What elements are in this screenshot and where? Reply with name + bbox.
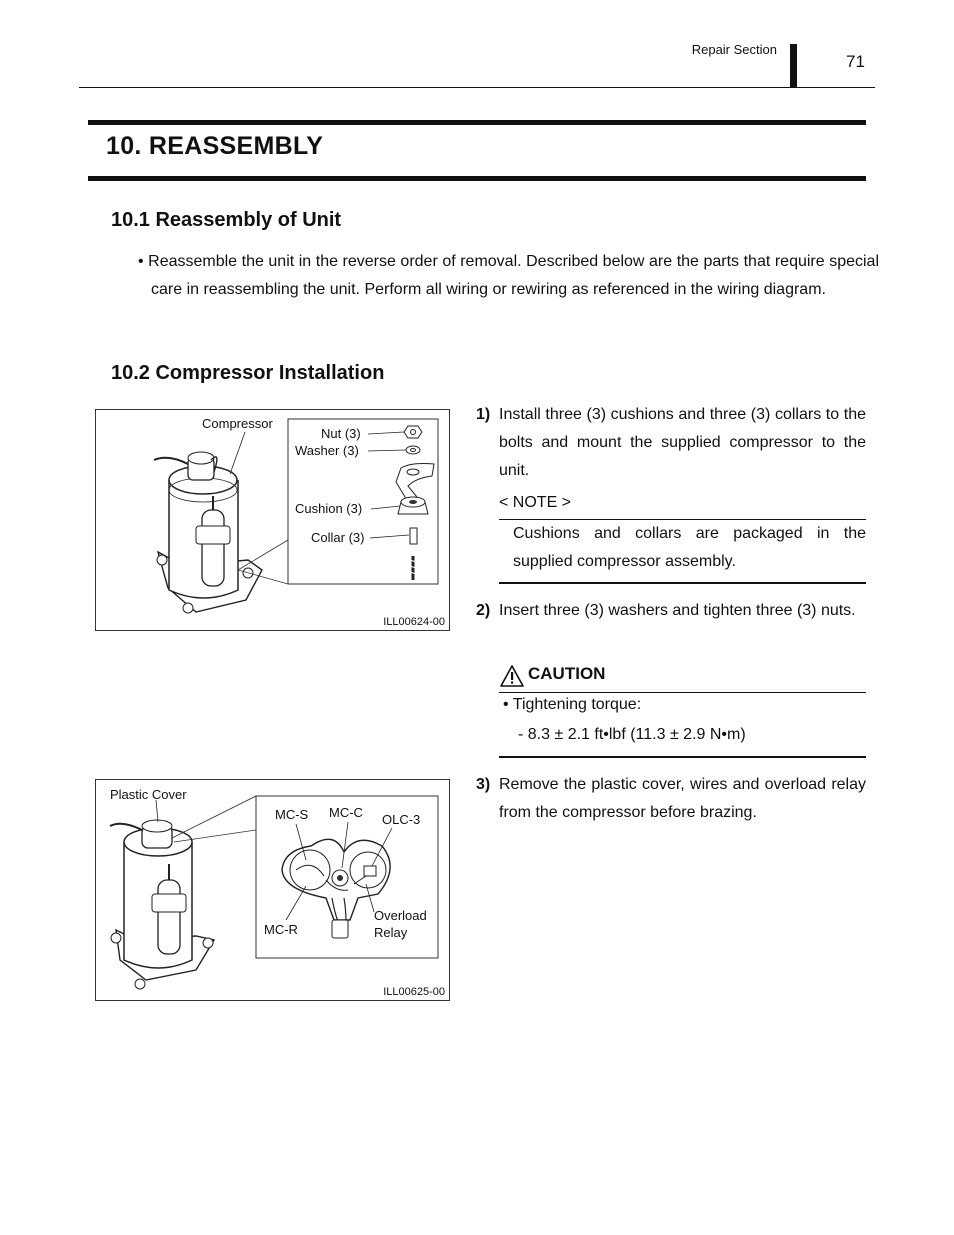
step-text: Remove the plastic cover, wires and overload relay from the compressor before brazing. xyxy=(499,776,866,821)
figure-code: ILL00624-00 xyxy=(383,616,445,628)
label-collar: Collar (3) xyxy=(311,530,365,545)
figure-code: ILL00625-00 xyxy=(383,986,445,998)
label-washer: Washer (3) xyxy=(295,443,359,458)
note-text: Cushions and collars are packaged in the supplied compressor assembly. xyxy=(513,525,866,570)
step-number: 1) xyxy=(476,406,491,423)
figure-compressor-wiring xyxy=(95,779,450,1001)
step-2 xyxy=(476,597,866,625)
reassembly-bullet: • Reassemble the unit in the reverse order of removal. Described below are the parts that require special care in reassembling the unit. Perform all wiring or rewiring as referenced in the wiring diagram. xyxy=(138,253,879,298)
section-title-compressor-installation: 10.2 Compressor Installation xyxy=(111,362,385,384)
chapter-rule-bottom xyxy=(88,176,866,181)
header-bar xyxy=(790,44,797,88)
caution-rule-bottom xyxy=(499,756,866,758)
label-cushion: Cushion (3) xyxy=(295,501,363,516)
warning-triangle-icon xyxy=(500,665,524,687)
step-3 xyxy=(476,771,866,827)
label-relay: Relay xyxy=(374,925,408,940)
label-plastic-cover: Plastic Cover xyxy=(110,787,187,802)
step-1 xyxy=(476,401,866,485)
step-number: 2) xyxy=(476,602,491,619)
chapter-title: 10. REASSEMBLY xyxy=(106,132,324,160)
label-mc-s: MC-S xyxy=(275,807,309,822)
figure-compressor-mounting xyxy=(95,409,450,631)
header-section-label: Repair Section xyxy=(691,42,777,57)
label-compressor: Compressor xyxy=(202,416,273,431)
header-rule xyxy=(79,87,875,88)
label-overload: Overload xyxy=(374,908,427,923)
torque-heading: • Tightening torque: xyxy=(503,696,642,713)
label-nut: Nut (3) xyxy=(321,426,361,441)
compressor-mounting-illustration xyxy=(96,410,449,630)
section-title-reassembly-of-unit: 10.1 Reassembly of Unit xyxy=(111,209,342,231)
label-olc-3: OLC-3 xyxy=(382,812,421,827)
note-heading: < NOTE > xyxy=(499,494,572,511)
note-rule-bottom xyxy=(499,582,866,584)
caution-rule-top xyxy=(499,692,866,693)
step-number: 3) xyxy=(476,776,491,793)
label-mc-r: MC-R xyxy=(264,922,298,937)
step-text: Insert three (3) washers and tighten three (3) nuts. xyxy=(499,602,856,619)
label-mc-c: MC-C xyxy=(329,805,363,820)
torque-value: - 8.3 ± 2.1 ft•lbf (11.3 ± 2.9 N•m) xyxy=(518,726,746,743)
page-number: 71 xyxy=(846,52,865,71)
step-text: Install three (3) cushions and three (3) collars to the bolts and mount the supplied compressor to the unit. xyxy=(499,406,866,479)
chapter-rule-top xyxy=(88,120,866,125)
caution-heading: CAUTION xyxy=(528,664,606,683)
